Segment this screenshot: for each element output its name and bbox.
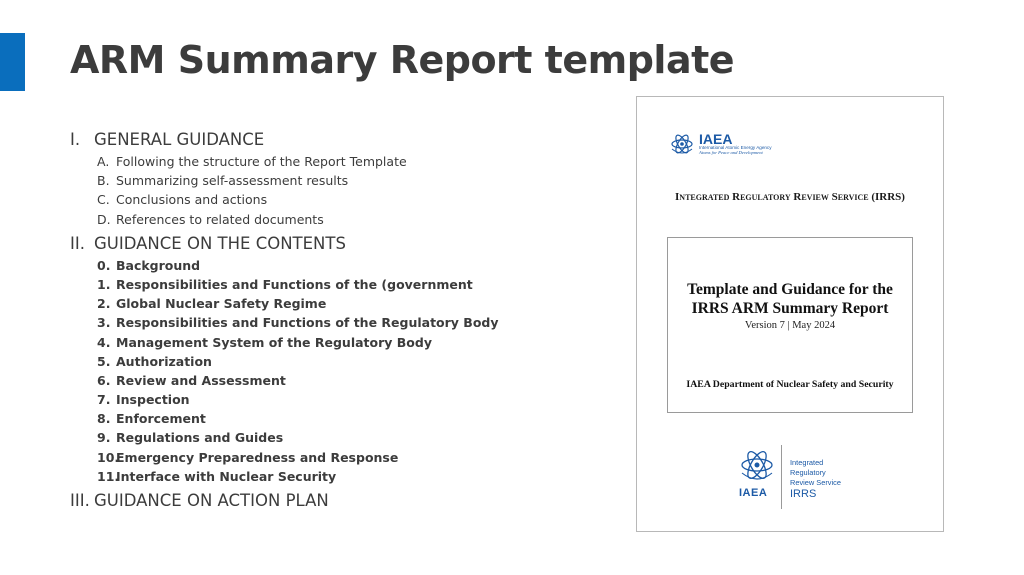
logo-line: Atoms for Peace and Development xyxy=(699,150,763,155)
document-department: IAEA Department of Nuclear Safety and Security xyxy=(686,379,894,390)
list-item: 6. Review and Assessment xyxy=(97,372,286,388)
section-label: GENERAL GUIDANCE xyxy=(94,130,265,149)
logo-description: Integrated Regulatory Review Service xyxy=(790,458,841,487)
section-items xyxy=(70,154,610,231)
section-number: III. xyxy=(70,491,90,510)
outline xyxy=(70,128,610,515)
slide-title: ARM Summary Report template xyxy=(70,38,735,82)
list-item: 0. Background xyxy=(97,257,201,273)
list-item: 8. Enforcement xyxy=(97,411,206,427)
list-item: 5. Authorization xyxy=(97,353,212,369)
list-item: 7. Inspection xyxy=(97,392,190,408)
list-item: 10. Emergency Preparedness and Response xyxy=(97,449,399,465)
list-item: B. Summarizing self-assessment results xyxy=(97,173,349,189)
logo-divider xyxy=(781,445,782,509)
document-title: Template and Guidance for the IRRS ARM Summary Report xyxy=(687,281,893,317)
title-box xyxy=(667,237,913,413)
list-item: 1. Responsibilities and Functions of the (government xyxy=(97,276,473,292)
logo-irrs: IRRS xyxy=(790,488,817,500)
logo-brand: IAEA xyxy=(739,487,768,499)
iaea-logo xyxy=(669,131,772,157)
section-heading xyxy=(70,491,610,515)
document-cover xyxy=(636,96,944,532)
section-number: II. xyxy=(70,233,85,253)
atom-icon xyxy=(737,447,777,485)
document-version: Version 7 | May 2024 xyxy=(744,320,836,331)
section-heading xyxy=(70,130,610,154)
service-name: Integrated Regulatory Review Service (IRRS) xyxy=(675,191,905,203)
list-item: 11. Interface with Nuclear Security xyxy=(97,468,337,484)
section-number: I. xyxy=(70,130,81,149)
section-label: GUIDANCE ON ACTION PLAN xyxy=(94,491,329,510)
list-item: 4. Management System of the Regulatory Body xyxy=(97,334,432,350)
atom-icon xyxy=(669,131,695,157)
section-items xyxy=(70,258,610,488)
list-item: D. References to related documents xyxy=(97,211,324,227)
list-item: A. Following the structure of the Report Template xyxy=(97,154,407,169)
section-label: GUIDANCE ON THE CONTENTS xyxy=(94,233,346,253)
section-heading xyxy=(70,234,610,258)
irrs-logo xyxy=(737,445,857,511)
list-item: C. Conclusions and actions xyxy=(97,192,268,208)
list-item: 9. Regulations and Guides xyxy=(97,430,284,446)
logo-brand: IAEA xyxy=(699,131,733,148)
logo-line: International Atomic Energy Agency xyxy=(699,145,772,151)
accent-bar xyxy=(0,33,25,91)
list-item: 2. Global Nuclear Safety Regime xyxy=(97,296,327,312)
list-item: 3. Responsibilities and Functions of the Regulatory Body xyxy=(97,315,499,331)
